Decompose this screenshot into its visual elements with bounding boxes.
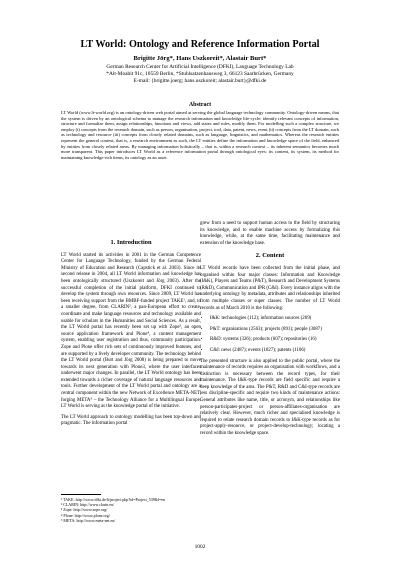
list-item: • I&K: technologies (112); information sources (269) — [210, 316, 340, 323]
paper-title: LT World: Ontology and Reference Information Portal — [80, 39, 320, 50]
section-heading-content: 2. Content — [255, 252, 285, 260]
footnote-1: ¹ TAKE: http://www.dfki.de/lt/project.php?id=Project_539&l=en — [61, 497, 166, 502]
content-paragraph-2: The presented structure is also applied to the public portal, where the maintenance of records requires an organisation with workflows, and a distinction is necessary between the record types, for their maintenance. The I&K-type records are field specific and require a deep knowledge of the area. The P&T, R&D and C&I-type records are less discipline-specific and require two kinds of maintenance actions: General attributes like name, title, or acronym, and relationships like person-participates-project or person-affiliates-organisation are relatively clear. However, much richer and specialised knowledge is required to relate research domain records to I&K-type records as for project-apply-resource, or project-develop-technology; locating a record within the knowledge space. — [200, 358, 340, 437]
footnotes — [61, 494, 201, 523]
affiliation-line-2: *Alt-Moabit 91c, 10559 Berlin, *Stuhlsatzenhausweg 3, 66123 Saarbrücken, Germany — [106, 71, 294, 77]
footnote-3: ³ Zope: http://www.zope.org/ — [61, 507, 108, 513]
footnote-4: ⁴ Plone: http://www.plone.org/ — [61, 512, 110, 518]
intro-paragraph-continued: grew from a need to support human access to the field by structuring its knowledge, and to enable machine access by formalizing this knowledge, while, at the same time, facilitating maintenance and extension of the knowledge base. — [200, 221, 340, 246]
intro-paragraph-2: The LT World approach to ontology modelling has been top-down and pragmatic. The information portal — [61, 414, 201, 427]
abstract-heading: Abstract — [188, 102, 212, 108]
right-column — [200, 221, 340, 442]
author-list: Brigitte Jörg*, Hans Uszkoreit*, Alastair Burt* — [133, 55, 267, 62]
intro-paragraph-1: LT World started its activities in 2001 in the German Competence Center for Language Technology, funded by the German Federal Ministry of Education and Research (Capstick et al. 2003). Since its second release in 2004, all LT World information and knowledge has been ontologically structured (Uszkoreit and Jörg 2003). After the successful completion of the initial platform, DFKI continued to develop the system through own resources. Since 2009, LT World has been receiving support from the BMBF-funded project TAKE¹, and, to a smaller degree, from CLARIN², a pan-European effort to create, coordinate and make language resources and technology available and usable for scholars in the Humanities and Social Sciences. As a result, the LT World portal has recently been set up with Zope³, an open source application framework and Plone⁴, a content management system, enabling user registration and thus, community participation. Zope and Plone offer rich sets of continuously improved features, and are supported by a lively developer community. The technology behind the LT World portal (Burt and Jörg 2008) is being prepared to move towards its next generation with Plone3, where the user interfaces underwent major changes. In parallel, the LT World ontology has been extended towards a richer coverage of natural language resources and tools. Further development of the LT World portal and ontology are a central component within the new Network of Excellence META-NET, forging META⁵ – the Technology Alliance for a Multilingual Europe. LT World is serving as the knowledge portal of the initiative. — [61, 252, 201, 410]
content-paragraph-1: LT World records have been collected from the initial phase, and organised within four major classes: Information and Knowledge (I&K), Players and Teams (P&T), Research and Development Systems (R&D), Communication and IPR (C&I). Every instance aligns with the underlying ontology by metadata, attributes and relationships inherited from multiple classes or super classes. The number of LT World records as of March 2010 is the following: — [200, 265, 340, 311]
affiliation-email: E-mail: {brigitte.joerg; hans.uszkoreit; alastair.burt}@dfki.de — [133, 78, 267, 84]
record-count-list — [200, 316, 340, 354]
abstract-text: LT World (www.lt-world.org) is an ontology-driven web portal aimed at serving the global language technology community. Ontology-driven means, that the system is driven by an ontological schema to manage the research information and knowledge life-cycle: identify relevant concepts of information, structure and formalize them, assign relationships, functions and views, add states and rules, modify them. For modelling such a complex structure, we employ (i) concepts from the research domain, such as person, organisation, project, tool, data, patent, news, event (ii) concepts from the LT domain, such as technology and resource (iii) concepts from closely related domains, such as language, linguistics, and mathematics. Whereas the research entities represent the general context, that is, a research environment as such, the LT entities define the information and knowledge space of the field, enhanced by entities from closely related areas. By managing information holistically – that is, within a research context – its inherent semantics becomes much more transparent. This paper introduces LT World as a reference information portal through ontological eyes: its content, its system, its method for maintaining knowledge-rich items, its ontology as an asset. — [61, 110, 339, 160]
left-column — [61, 240, 201, 432]
page-number: 1002 — [194, 544, 206, 550]
affiliation-line-1: German Research Center for Artificial Intelligence (DFKI), Language Technology Lab — [106, 64, 294, 70]
section-heading-introduction: 1. Introduction — [110, 239, 152, 246]
list-item: • R&D: systems (326); products (607); repositories (16) — [210, 337, 340, 344]
footnote-divider — [61, 494, 101, 495]
footnote-5: ⁵ META: http://www.meta-net.eu/ — [61, 517, 116, 523]
list-item: • P&T: organisations (2563); projects (891); people (3087) — [210, 327, 340, 334]
footnote-2: ² CLARIN: http://www.clarin.eu/ — [61, 502, 115, 508]
list-item: • C&I: news (2487); events (1827); patents (1106) — [210, 348, 340, 355]
